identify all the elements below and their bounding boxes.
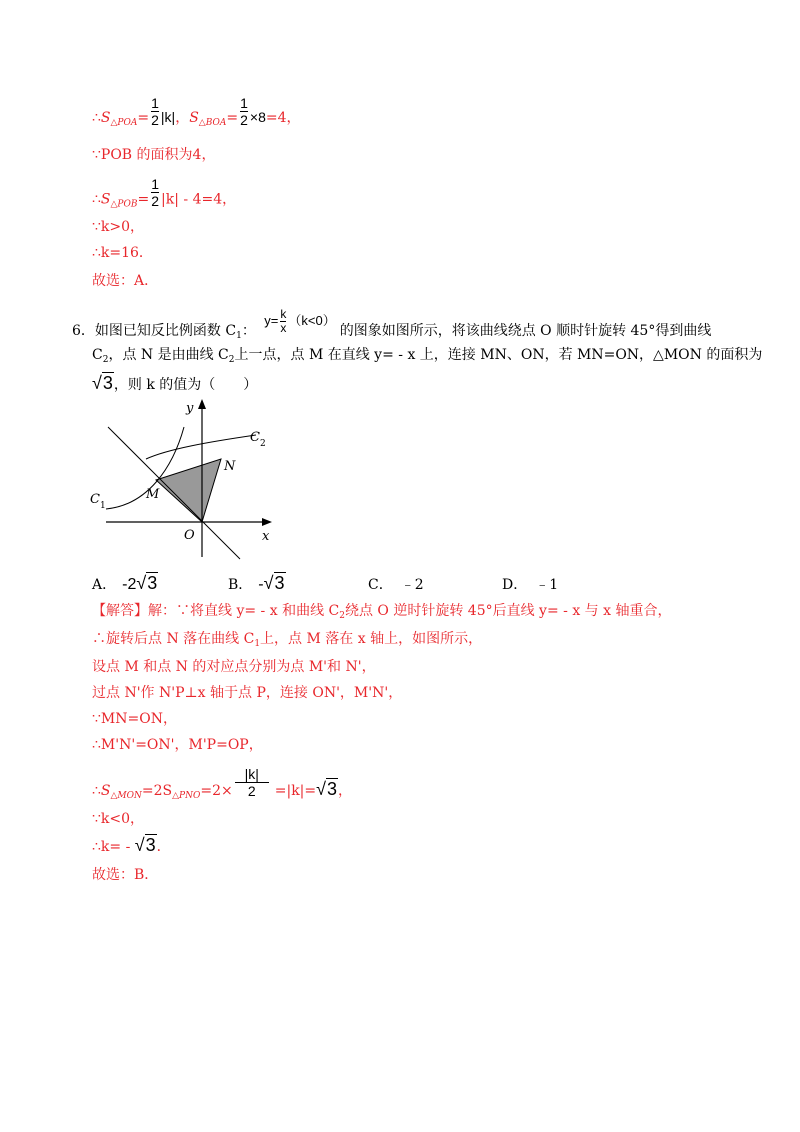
solution-line-4: 过点 N'作 N'P⊥x 轴于点 P，连接 ON'，M'N'，: [92, 685, 403, 701]
prev-solution-line-5: ∴k=16．: [92, 245, 153, 261]
solution-head: 【解答】解：: [92, 603, 176, 619]
curve-c2: [146, 435, 256, 459]
option-b: B． -√3: [228, 573, 285, 593]
solution-line-1: 【解答】解：∵将直线 y= - x 和曲线 $C_2$绕点 O 逆时针旋转 45°后直线 y= - x 与 x 轴重合，: [92, 603, 672, 621]
line-y-neg-x: [108, 427, 240, 559]
solution-line-7: $\therefore S_{\triangle MON}=2S_{\triangle PNO}=2\times$ $\frac{|k|}{2}$ =|k|=√3，: [92, 765, 353, 801]
sqrt-symbol: √3: [263, 573, 285, 593]
sqrt-symbol: √3: [136, 573, 158, 593]
label-y: y: [186, 401, 194, 416]
fraction: $\frac{|k|}{2}$: [235, 766, 269, 799]
x-axis-arrow: [262, 518, 272, 526]
label-m: M: [146, 487, 160, 502]
sqrt-symbol: √3: [316, 779, 338, 799]
label-x: x: [262, 529, 270, 544]
question-number: 6．: [72, 322, 95, 339]
fraction: $\frac{1}{2}$: [151, 176, 160, 209]
label-n: N: [224, 459, 236, 474]
curve-c1: [106, 427, 184, 509]
option-c: C． ﹣2: [368, 577, 424, 593]
label-c1: $C_1$: [90, 492, 106, 511]
sqrt-symbol: √3: [92, 373, 113, 393]
question-formula: y= $\frac{k}{x}$ （k<0）: [264, 307, 336, 335]
prev-solution-line-3: $\therefore S_{\triangle POB}=$ $\frac{1}{2}$ |k| - 4=4，: [92, 176, 237, 210]
label-c2: $C_2$: [250, 430, 266, 449]
option-a: A． -2√3: [92, 573, 158, 593]
fraction: $\frac{1}{2}$: [240, 94, 248, 128]
figure-graph: [88, 397, 288, 572]
solution-line-9: ∴k= - √3．: [92, 835, 171, 855]
label-o: O: [184, 528, 195, 543]
solution-line-8: ∵k<0，: [92, 811, 145, 827]
sqrt-symbol: √3: [134, 835, 156, 855]
solution-line-2: ∴旋转后点 N 落在曲线 $C_1$上，点 M 落在 x 轴上，如图所示，: [92, 631, 483, 649]
option-d: D． ﹣1: [502, 577, 559, 593]
question-line-2: $C_2$，点 N 是由曲线 $C_2$上一点，点 M 在直线 y= - x 上，连接 MN、ON，若 MN=ON，△MON 的面积为: [92, 347, 763, 365]
solution-line-10: 故选：B．: [92, 867, 159, 883]
solution-line-6: ∴M'N'=ON'，M'P=OP，: [92, 737, 263, 753]
question-line-1: 6．如图已知反比例函数 $C_1$： y= $\frac{k}{x}$ （k<0）的图象如图所示，将该曲线绕点 O 顺时针旋转 45°得到曲线: [72, 307, 712, 341]
prev-solution-line-4: ∵k>0，: [92, 219, 145, 235]
prev-solution-line-1: $\therefore S_{\triangle POA}=$ $\frac{1}{2}$ |k|，$S_{\triangle BOA}=$ $\frac{1}{2}$ ×8=4，: [92, 94, 301, 128]
y-axis-arrow: [198, 399, 206, 409]
prev-solution-line-2: ∵POB 的面积为4，: [92, 147, 216, 163]
question-line-3: √3，则 k 的值为（ ）: [92, 373, 258, 393]
solution-line-3: 设点 M 和点 N 的对应点分别为点 M'和 N'，: [92, 659, 376, 675]
solution-line-5: ∵MN=ON，: [92, 711, 177, 727]
prev-solution-line-6: 故选：A．: [92, 273, 159, 289]
fraction: $\frac{1}{2}$: [151, 94, 159, 128]
